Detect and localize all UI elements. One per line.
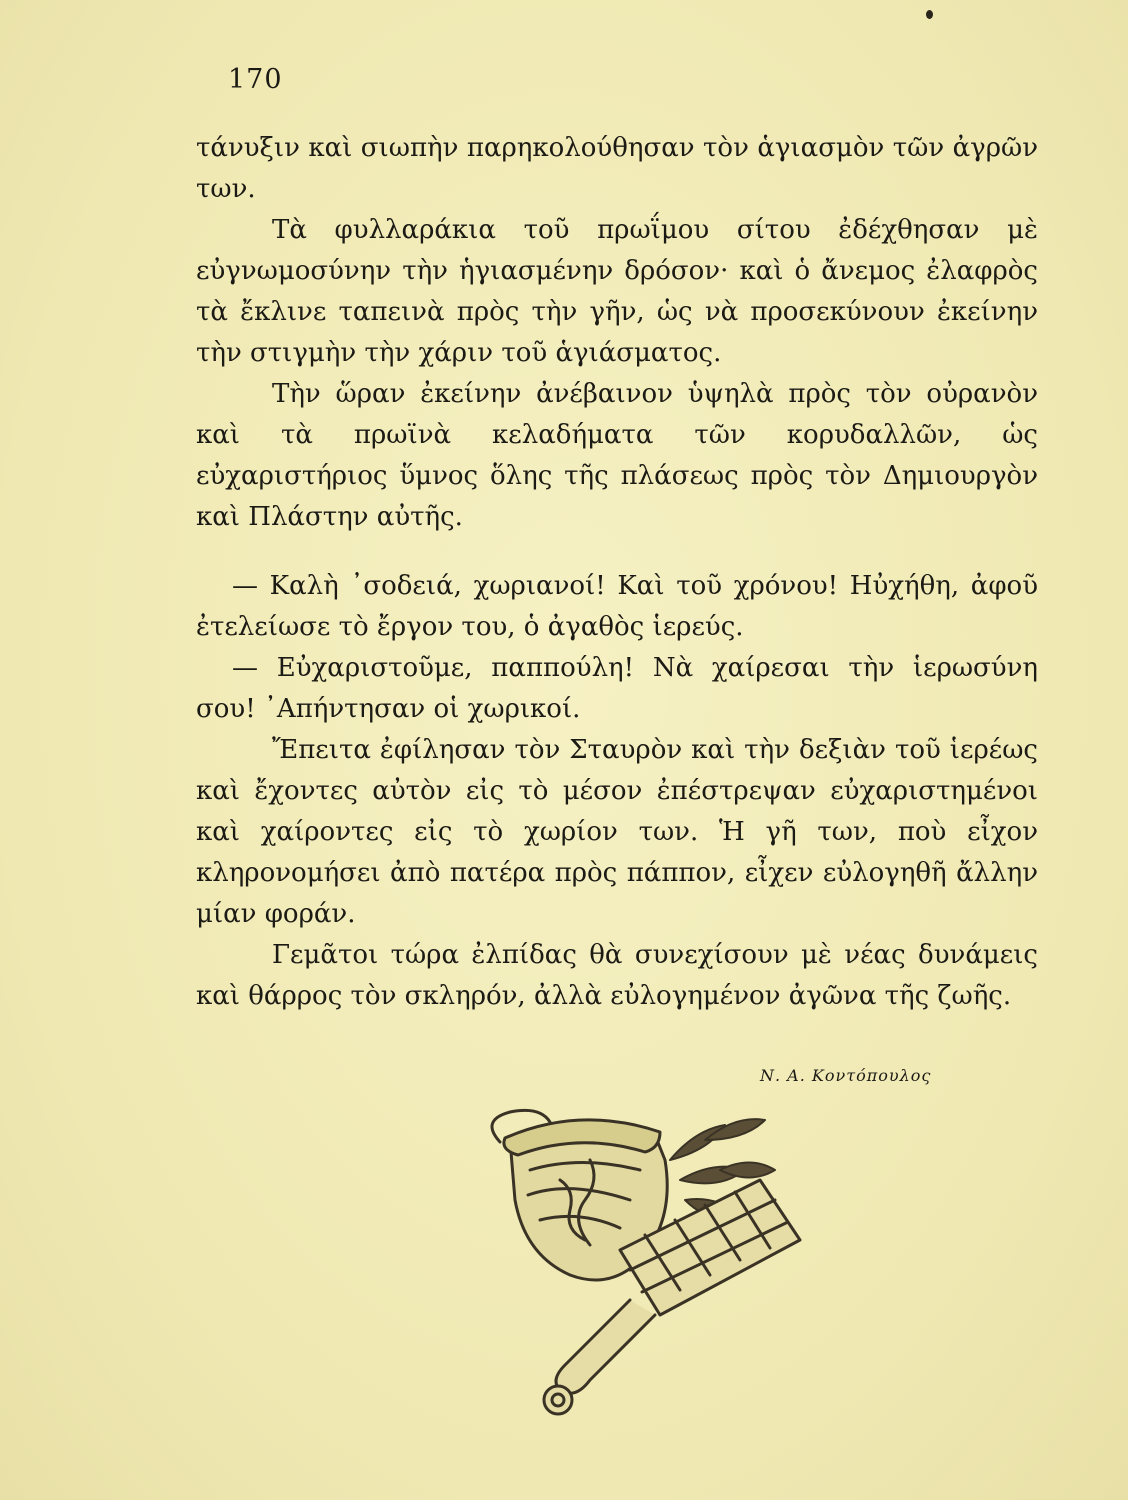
paragraph-4: Ἔπειτα ἐφίλησαν τὸν Σταυρὸν καὶ τὴν δεξιὰν τοῦ ἱερέως καὶ ἔχοντες αὐτὸν εἰς τὸ μέσον ἐπέστρεψαν εὐχαριστημένοι καὶ χαίροντες εἰς τὸ χωρίον των. Ἡ γῆ των, ποὺ εἶχον κληρονομήσει ἀπὸ πατέρα πρὸς πάππον, εἶχεν εὐλογηθῆ ἄλλην μίαν φοράν. (196, 735, 1038, 929)
body-text (196, 128, 1038, 1017)
author-signature: Ν. Α. Κοντόπουλος (760, 1066, 932, 1085)
holy-water-vessel-illustration (470, 1100, 990, 1440)
paragraph-3: Τὴν ὥραν ἐκείνην ἀνέβαινον ὑψηλὰ πρὸς τὸν οὐρανὸν καὶ τὰ πρωϊνὰ κελαδήματα τῶν κορυδαλλῶν, ὡς εὐχαριστήριος ὕμνος ὅλης τῆς πλάσεως πρὸς τὸν Δημιουργὸν καὶ Πλάστην αὐτῆς. (196, 379, 1038, 532)
page-number: 170 (228, 64, 283, 95)
paragraph-gap (196, 538, 1038, 566)
dialogue-villagers: — Εὐχαριστοῦμε, παππούλη! Νὰ χαίρεσαι τὴν ἱερωσύνη σου! ᾽Απήντησαν οἱ χωρικοί. (196, 653, 1038, 724)
dialogue-priest: — Καλὴ ᾽σοδειά, χωριανοί! Καὶ τοῦ χρόνου! Ηὐχήθη, ἀφοῦ ἐτελείωσε τὸ ἔργον του, ὁ ἀγαθὸς ἱερεύς. (196, 571, 1038, 642)
paragraph-1: τάνυξιν καὶ σιωπὴν παρηκολούθησαν τὸν ἁγιασμὸν τῶν ἀγρῶν των. (196, 133, 1038, 204)
paragraph-5: Γεμᾶτοι τώρα ἐλπίδας θὰ συνεχίσουν μὲ νέας δυνάμεις καὶ θάρρος τὸν σκληρόν, ἀλλὰ εὐλογημένον ἀγῶνα τῆς ζωῆς. (196, 940, 1038, 1011)
paragraph-2: Τὰ φυλλαράκια τοῦ πρωΐμου σίτου ἐδέχθησαν μὲ εὐγνωμοσύνην τὴν ἡγιασμένην δρόσον· καὶ ὁ ἄνεμος ἐλαφρὸς τὰ ἔκλινε ταπεινὰ πρὸς τὴν γῆν, ὡς νὰ προσεκύνουν ἐκείνην τὴν στιγμὴν τὴν χάριν τοῦ ἁγιάσματος. (196, 215, 1038, 368)
ink-speck (926, 10, 933, 19)
